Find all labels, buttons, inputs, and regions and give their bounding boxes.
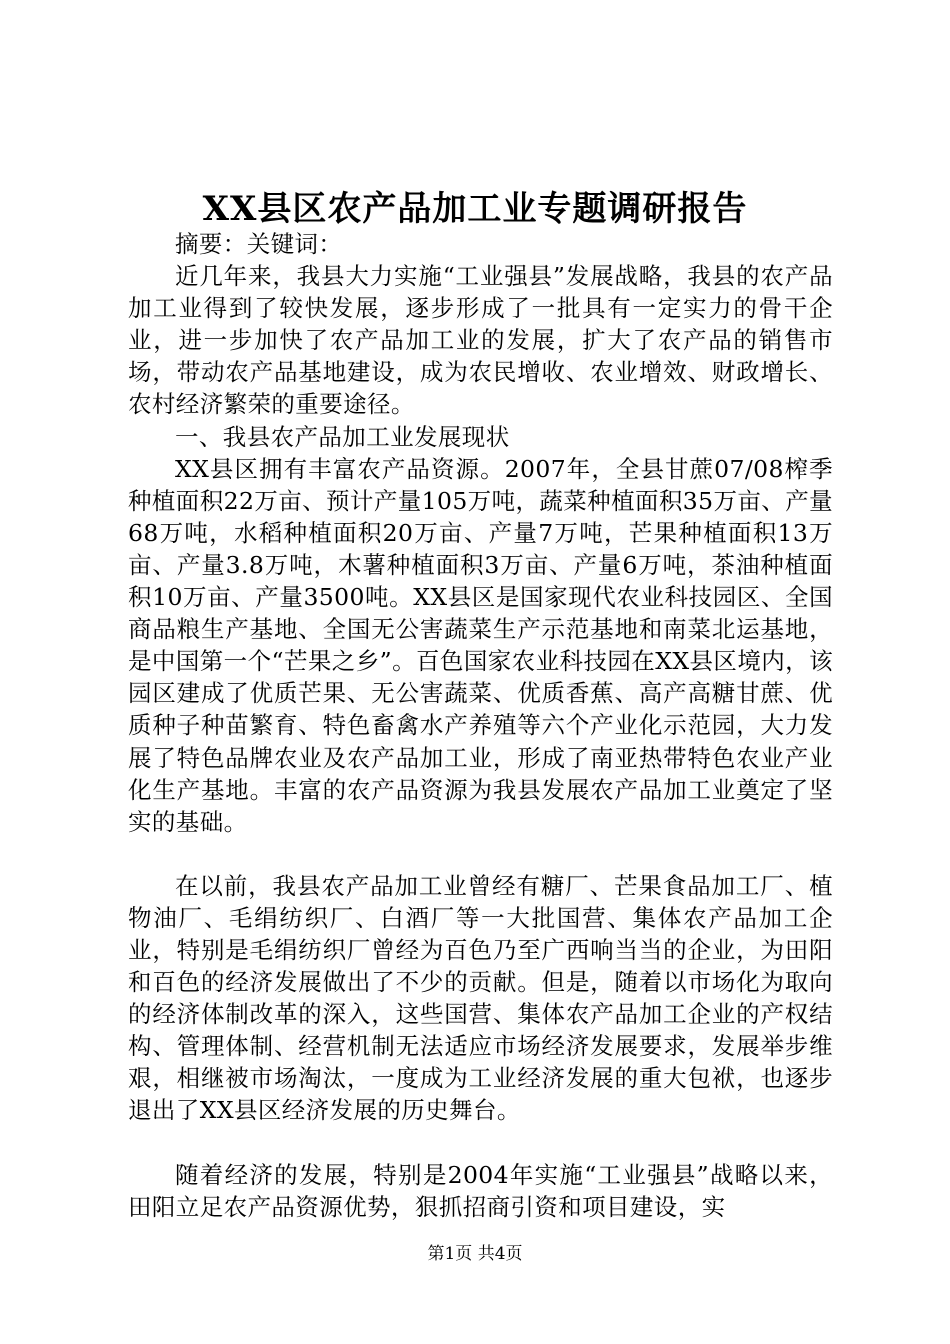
document-body xyxy=(128,228,833,1223)
development-paragraph: 随着经济的发展，特别是2004年实施“工业强县”战略以来，田阳立足农产品资源优势，狠抓招商引资和项目建设，实 xyxy=(128,1160,833,1221)
page-number-footer: 第1页 共4页 xyxy=(427,1244,523,1264)
resources-paragraph: XX县区拥有丰富农产品资源。2007年，全县甘蔗07/08榨季种植面积22万亩、预计产量105万吨，蔬菜种植面积35万亩、产量68万吨，水稻种植面积20万亩、产量7万吨，芒果种植面积13万亩、产量3.8万吨，木薯种植面积3万亩、产量6万吨，茶油种植面积10万亩、产量3500吨。XX县区是国家现代农业科技园区、全国商品粮生产基地、全国无公害蔬菜生产示范基地和南菜北运基地，是中国第一个“芒果之乡”。百色国家农业科技园在XX县区境内，该园区建成了优质芒果、无公害蔬菜、优质香蕉、高产高糖甘蔗、优质种子种苗繁育、特色畜禽水产养殖等六个产业化示范园，大力发展了特色品牌农业及农产品加工业，形成了南亚热带特色农业产业化生产基地。丰富的农产品资源为我县发展农产品加工业奠定了坚实的基础。 xyxy=(128,454,833,836)
section-heading: 一、我县农产品加工业发展现状 xyxy=(175,422,510,451)
document-title: XX县区农产品加工业专题调研报告 xyxy=(202,189,748,229)
history-paragraph: 在以前，我县农产品加工业曾经有糖厂、芒果食品加工厂、植物油厂、毛绢纺织厂、白酒厂等一大批国营、集体农产品加工企业，特别是毛绢纺织厂曾经为百色乃至广西响当当的企业，为田阳和百色的经济发展做出了不少的贡献。但是，随着以市场化为取向的经济体制改革的深入，这些国营、集体农产品加工企业的产权结构、管理体制、经营机制无法适应市场经济发展要求，发展举步维艰，相继被市场淘汰，一度成为工业经济发展的重大包袱，也逐步退出了XX县区经济发展的历史舞台。 xyxy=(128,871,833,1125)
intro-paragraph: 近几年来，我县大力实施“工业强县”发展战略，我县的农产品加工业得到了较快发展，逐步形成了一批具有一定实力的骨干企业，进一步加快了农产品加工业的发展，扩大了农产品的销售市场，带动农产品基地建设，成为农民增收、农业增效、财政增长、农村经济繁荣的重要途径。 xyxy=(128,262,833,419)
abstract-keywords-line: 摘要：关键词： xyxy=(175,230,343,258)
